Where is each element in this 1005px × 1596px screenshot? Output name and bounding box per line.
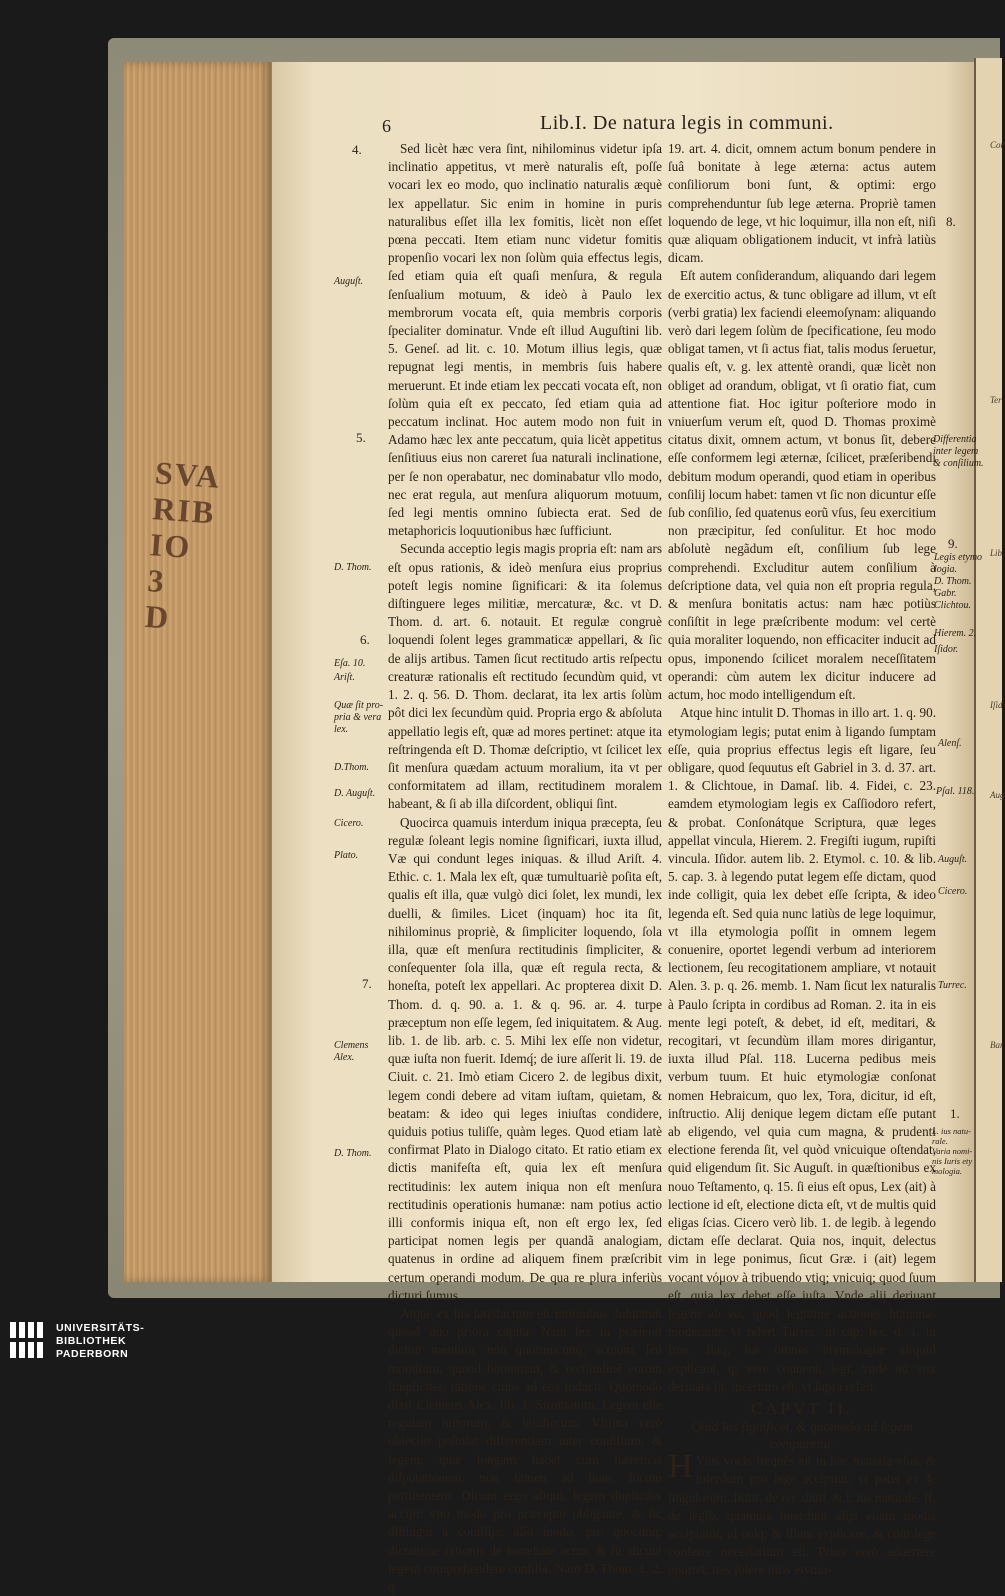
margin-note <box>932 1126 972 1176</box>
library-logo <box>8 1318 188 1364</box>
margin-note-line: mologia. <box>932 1166 962 1176</box>
margin-note-line: Varia nomi- <box>932 1146 973 1156</box>
margin-note: Cicero. <box>938 886 968 897</box>
margin-note-line: lex. <box>334 724 349 735</box>
right-column <box>668 140 936 1580</box>
margin-note-line: Quæ ſit pro- <box>334 700 384 711</box>
next-page-fragment: Lib <box>990 548 1003 558</box>
margin-note: D. Thom. <box>334 562 372 573</box>
page-number: 6 <box>382 116 391 136</box>
paragraph-number: 5. <box>356 430 366 445</box>
paragraph-number: 1. <box>950 1106 960 1121</box>
margin-note <box>933 434 984 470</box>
margin-note-line: Legis etymo <box>934 552 983 563</box>
margin-note: D. Thom. <box>334 1148 372 1159</box>
margin-note: Plato. <box>334 850 359 861</box>
paragraph-number: 6. <box>360 632 370 647</box>
next-page-fragment: Cor <box>990 140 1005 150</box>
margin-note <box>334 700 383 736</box>
margin-note: Ariſt. <box>334 672 355 683</box>
margin-note-line: L. ius natu- <box>932 1126 971 1136</box>
edge-mark-line: IO <box>148 526 193 565</box>
chapter-title: CAPVT II. <box>750 1399 854 1419</box>
margin-note-line: logia. <box>934 564 958 575</box>
margin-note-line: Alex. <box>334 1052 355 1063</box>
edge-mark-line: 3 <box>146 562 167 600</box>
paragraph-number: 7. <box>362 976 372 991</box>
library-name <box>56 1322 144 1361</box>
margin-note-line: rale. <box>932 1136 948 1146</box>
edge-mark-line: RIB <box>151 490 217 531</box>
margin-note <box>934 552 982 612</box>
library-name-line: BIBLIOTHEK <box>56 1335 127 1347</box>
dropcap: H <box>668 1448 693 1486</box>
running-head: Lib.I. De natura legis in communi. <box>540 112 834 134</box>
margin-note <box>334 1040 368 1064</box>
paragraph-number: 4. <box>352 142 362 157</box>
edge-mark-line: D <box>143 597 172 636</box>
paragraph: Sed licèt hæc vera ſint, nihilominus videtur ipſa inclinatio appetitus, vt merè naturalis eſt, poſſe vocari lex eo modo, quo inclinatio naturalis æquè lex appellatur. Sic enim in homine in puris naturalibus eſſet illa lex fomitis, licèt non eſſet pœna peccati. Item etiam nunc videtur fomitis propenſio vocari lex non ſolùm quia effectus legis, ſed etiam quia eſt quaſi menſura, & regula ſenſualium motuum, & ideò à Paulo lex membrorum vocata eſt, quia membris corporis ſpecialiter dominatur. Vnde eſt illud Auguſtini lib. 5. Geneſ. ad lit. c. 10. Motum illius legis, quæ repugnat legi mentis, in membris ſuis habere meruerunt. Et inde etiam lex peccati vocata eſt, non ſolùm quia eſt ex peccato, ſed etiam quia ad peccatum inclinat. Hoc autem modo non fuit in Adamo hæc lex ante peccatum, quia licèt appetitus ſenſitiuus eius non careret ſua naturali inclinatione, per ſe non operabatur, nec dominabatur vllo modo, nec erat regula, aut menſura aliquorum motuum, ſed legi mentis omnino ſubiecta erat. Sed de metaphoricis loquutionibus hæc ſufficiunt. <box>388 141 662 539</box>
margin-note: D. Auguſt. <box>334 788 376 799</box>
paragraph-number: 9. <box>948 536 958 551</box>
next-page-fragment: Ter <box>990 395 1002 405</box>
paragraph: Secunda acceptio legis magis propria eſt: nam ars eſt opus rationis, & ideò menſura eius proprius poteſt legis nomine ſignificari: & ita ſolemus diſtinguere leges militiæ, mercaturæ, &c. vt D. Thom. d. art. 6. notauit. Et regulæ congruè loquendi ſolent leges grammaticæ appellari, & ſic de alijs artibus. Tamen ſicut rectitudo artis reſpectu creaturæ rationalis eſt rectitudo ſecundùm quid, vt 1. 2. q. 56. D. Thom. declarat, ita lex artis ſolùm pôt dici lex ſecundùm quid. Propria ergo & abſoluta appellatio legis eſt, quæ ad mores pertinet: atque ita reſtringenda eſt D. Thomæ deſcriptio, vt ſcilicet lex ſit menſura quædam actuum moralium, ita vt per conformitatem ad illam, rectitudinem moralem habeant, & ſi ab illa diſcordent, obliqui ſint. <box>388 541 662 812</box>
chapter-text: Vius vocis frequẽs eſt in hac materia vſus, & interdum pro lege accipitur, vt patet ex §. ſingulorum. Inſtit. de rer. diuiſ. & l. ius naturale. ff. de legib. quamuis interdum alijs etiam modis accipiatur, id colq; & illam explicare, & cum lege conferre neceſſarium eſt: Prius verò aduertere oportet, tres ſolere iuris etymo- <box>668 1453 936 1578</box>
library-name-line: PADERBORN <box>56 1348 129 1360</box>
margin-note-line: Gabr. <box>934 588 957 599</box>
next-page-edge <box>974 58 1005 1282</box>
library-name-line: UNIVERSITÄTS- <box>56 1322 145 1334</box>
margin-note-line: pria & vera <box>334 712 382 723</box>
margin-note-line: nis Iuris ety <box>932 1156 973 1166</box>
margin-note: Auguſt. <box>334 276 364 287</box>
margin-note: D.Thom. <box>334 762 370 773</box>
next-page-fragment: Bar <box>990 1040 1004 1050</box>
margin-note: Pſal. 118. <box>936 786 975 797</box>
paragraph: Quocirca quamuis interdum iniqua præcepta, ſeu regulæ ſoleant legis nomine ſignificari, iuxta illud, Væ qui condunt leges iniquas. & illud Ariſt. 4. Ethic. c. 1. Mala lex eſt, quæ tumultuariè poſita eſt, qualis eſt illa, quæ vulgò dici ſolet, lex mundi, lex duelli, & ſimiles. Licet (inquam) hoc ita ſit, nihilominus propriè, & ſimpliciter loquendo, ſola illa, quæ eſt menſura rectitudinis ſimpliciter, & conſequenter ſola illa, quæ eſt regula recta, & honeſta, poteſt lex appellari. Ac propterea dixit D. Thom. d. q. 90. a. 1. & q. 96. ar. 4. turpe præceptum non eſſe legem, ſed iniquitatem. & Aug. lib. 1. de lib. arb. c. 5. Mihi lex eſſe non videtur, quæ iuſta non fuerit. Idemq́; de iure aſſerit li. 19. de Ciuit. c. 21. Imò etiam Cicero 2. de legibus dixit, legem condi debere ad vitam iuſtam, quietam, & beatam: & ideo qui leges iniuſtas condidere, quiduis potius tuliſſe, quàm leges. Quod etiam latè confirmat Plato in Dialogo citato. Et ratio etiam ex dictis manifeſta eſt, quia lex eſt menſura rectitudinis: lex autem iniqua non eſt menſura rectitudinis operationis humanæ: nam potius actio illi conformis iniqua eſt, non eſt ergo lex, ſed participat nomen legis per quandã analogiam, quatenus in ordine ad aliquem finem præſcribit certum operandi modum. De qua re plura inferiùs dicturi ſumus. <box>388 814 662 1303</box>
margin-note-line: inter legem <box>933 446 979 457</box>
margin-note: Alenſ. <box>938 738 962 749</box>
margin-note-line: Clichtou. <box>934 600 971 611</box>
margin-note: Eſa. 10. <box>334 658 366 669</box>
chapter-paragraph <box>668 1448 936 1579</box>
next-page-fragment: Iſid <box>990 700 1003 710</box>
edge-mark-line: SVA <box>153 454 223 495</box>
margin-note: Turrec. <box>938 980 967 991</box>
left-column <box>388 140 662 1596</box>
margin-note-line: D. Thom. <box>934 576 972 587</box>
page-header <box>272 112 974 140</box>
margin-note-line: Differentia <box>933 434 977 445</box>
edge-marking <box>144 454 268 641</box>
margin-note: Cicero. <box>334 818 364 829</box>
chapter-subtitle: Quid Ius ſignificet, & quomodo ad legem comparetur. <box>691 1419 913 1452</box>
paragraph: 19. art. 4. dicit, omnem actum bonum pendere in ſuâ bonitate à lege æterna: actus autem conſiliorum boni ſunt, & optimi: ergo comprehenduntur ſub lege æterna. Propriè tamen loquendo de lege, vt hic loquimur, illa non eſt, niſi quæ aliquam obligationem inducit, vt infrà latiùs dicam. <box>668 141 936 266</box>
margin-note: Hierem. 2. <box>934 628 977 639</box>
paragraph: Eſt autem conſiderandum, aliquando dari legem de exercitio actus, & tunc obligare ad illum, vt eſt (verbi gratia) lex faciendi eleemoſynam: aliquando verò dari legem ſolùm de ſpecificatione, ſeu modo obligat tamen, vt ſi actus fiat, talis modus ſeruetur, qualis eſt, v. g. lex attentè orandi, quæ licèt non obliget ad orandum, obligat, vt ſi oratio fiat, cum attentione fiat. Hoc igitur poſteriore modo in vniuerſum verum eſt, quod D. Thomas proximè citatus dixit, omnem actum, vt bonus ſit, debere eſſe conformem legi æternæ, ſcilicet, præſeribendi debitum modum operandi, quod etiam in operibus conſilij locum habet: tamen vt ſic non dicuntur eſſe ſub conſilio, ſed quatenus eorũ vſus, ſeu exercitium non præcipitur, ſed conſulitur. Et hoc modo abſolutè negãdum eſt, conſilium ſub lege comprehendi. Excluditur autem conſilium à deſcriptione data, vel quia non eſt propria regula, & menſura bonitatis actus: nam hæc potiùs conſiſtit in lege præſcribente modum: vel certè quia moraliter loquendo, non efficaciter inducit ad opus, imponendo ſcilicet moralem neceſſitatem operandi: cùm autem lex dicitur inducere ad actum, hoc modo intelligendum eſt. <box>668 268 936 703</box>
paragraph: Atque hinc intulit D. Thomas in illo art. 1. q. 90. etymologiam legis; putat enim à ligando ſumptam eſſe, quia proprius effectus legis eſt ligare, ſeu obligare, quod ſequutus eſt Gabriel in 3. d. 37. art. 1. & Clichtoue, in Damaſ. lib. 4. Fidei, c. 23. eamdem etymologiam legis ex Caſſiodoro refert, & probat. Conſonátque Scriptura, quæ leges appellat vincula, Hierem. 2. Fregiſti iugum, rupiſti vincula. Iſidor. autem lib. 2. Etymol. c. 10. & lib. 5. cap. 3. à legendo putat legem eſſe dictam, quod inde colligit, quia lex debet eſſe ſcripta, & ideo legenda eſt. Sed quia nunc latiùs de lege loquimur, vt illa etymologia poſſit in omnem legem conuenire, oportet legendi verbum ad interiorem lectionem, ſeu recogitationem ampliare, vt notauit Alen. 3. p. q. 26. memb. 1. Nam ſicut lex naturalis à Paulo ſcripta in cordibus ad Roman. 2. ita in eis mente legi poteſt, & debet, id eſt, meditari, & recogitari, vt ſecundùm illam mores dirigantur, iuxta illud Pſal. 118. Lucerna pedibus meis verbum tuum. Et huic etymologiæ conſonat nomen Hebraicum, quo lex, Tora, dicitur, id eſt, inſtructio. Alij denique legem dictam eſſe putant ab eligendo, vel quia cum magna, & prudenti electione ferenda ſit, vel quòd vnicuique oſtendat, quid eligendum ſit. Sic Auguſt. in quæſtionibus ex nouo Teſtamento, q. 15. ſi eius eſt opus, Lex (ait) à lectione id eſt, electione dicta eſt, vt de multis quid eligas ſcias. Cicero verò lib. 1. de legib. à legendo dictam eſſe declarat. Quia nos, inquit, delectus vim in lege ponimus, ſicut Græ. i (ait) legem vocant νόμον à tribuendo vtiq; vnicuiq; quod ſuum eſt, quia lex debet eſſe iuſta. Vnde alij deriuant legem ab eo, quod legitimè actiones humanas moderatur, vt refert Turrec. in cap. lex. d. 1. in fine. Itaq; hæ omnes etymologiæ aliquid explicant, q; verè conuenit legi: vnde aũ vox deriuata ſit, incertum eſt, vt ſupra refert. <box>668 705 936 1394</box>
paragraph: Atque ex his ſatisfactum eſt rationibus dubitandi quoad duo priora capita. Nam lex in præſenti dicitur menſura, non quorumcunq; actuum, ſed moralium, quoad bonitatem, & rectitudinẽ eorum ſimpliciter, ratione cuius ad eos inducit. Quomodo dixit Clemens Alex. lib. 1. Stromatum, Legem eſſe regulam iuſtorum, & iniuſtorum. Vltima verò obiectio poſtulat differentiam inter conſilium, & legem, quæ longam habet cum hæreticis diſputationem, non tamen ad hunc locum pertinentem: Dicunt ergo aliqui, legem dupliciter accipi: vno modo pro præcepto obligante, & ſic diſtingui à conſilijs: alio modo, pro quocunq; dictamine rationis de honeſtate actus, & ſic dicunt legem comprehendere conſilia. Nam D. Thom. 1. 2. q. <box>388 1306 662 1595</box>
margin-note-line: Clemens <box>334 1040 369 1051</box>
margin-note: Auguſt. <box>938 854 968 865</box>
page-edge <box>124 62 272 1282</box>
margin-note-line: & conſilium. <box>933 458 984 469</box>
next-page-fragment: Aug <box>990 790 1005 800</box>
library-logo-icon <box>8 1320 48 1360</box>
margin-note: Iſidor. <box>934 644 959 655</box>
paragraph-number: 8. <box>946 214 956 229</box>
